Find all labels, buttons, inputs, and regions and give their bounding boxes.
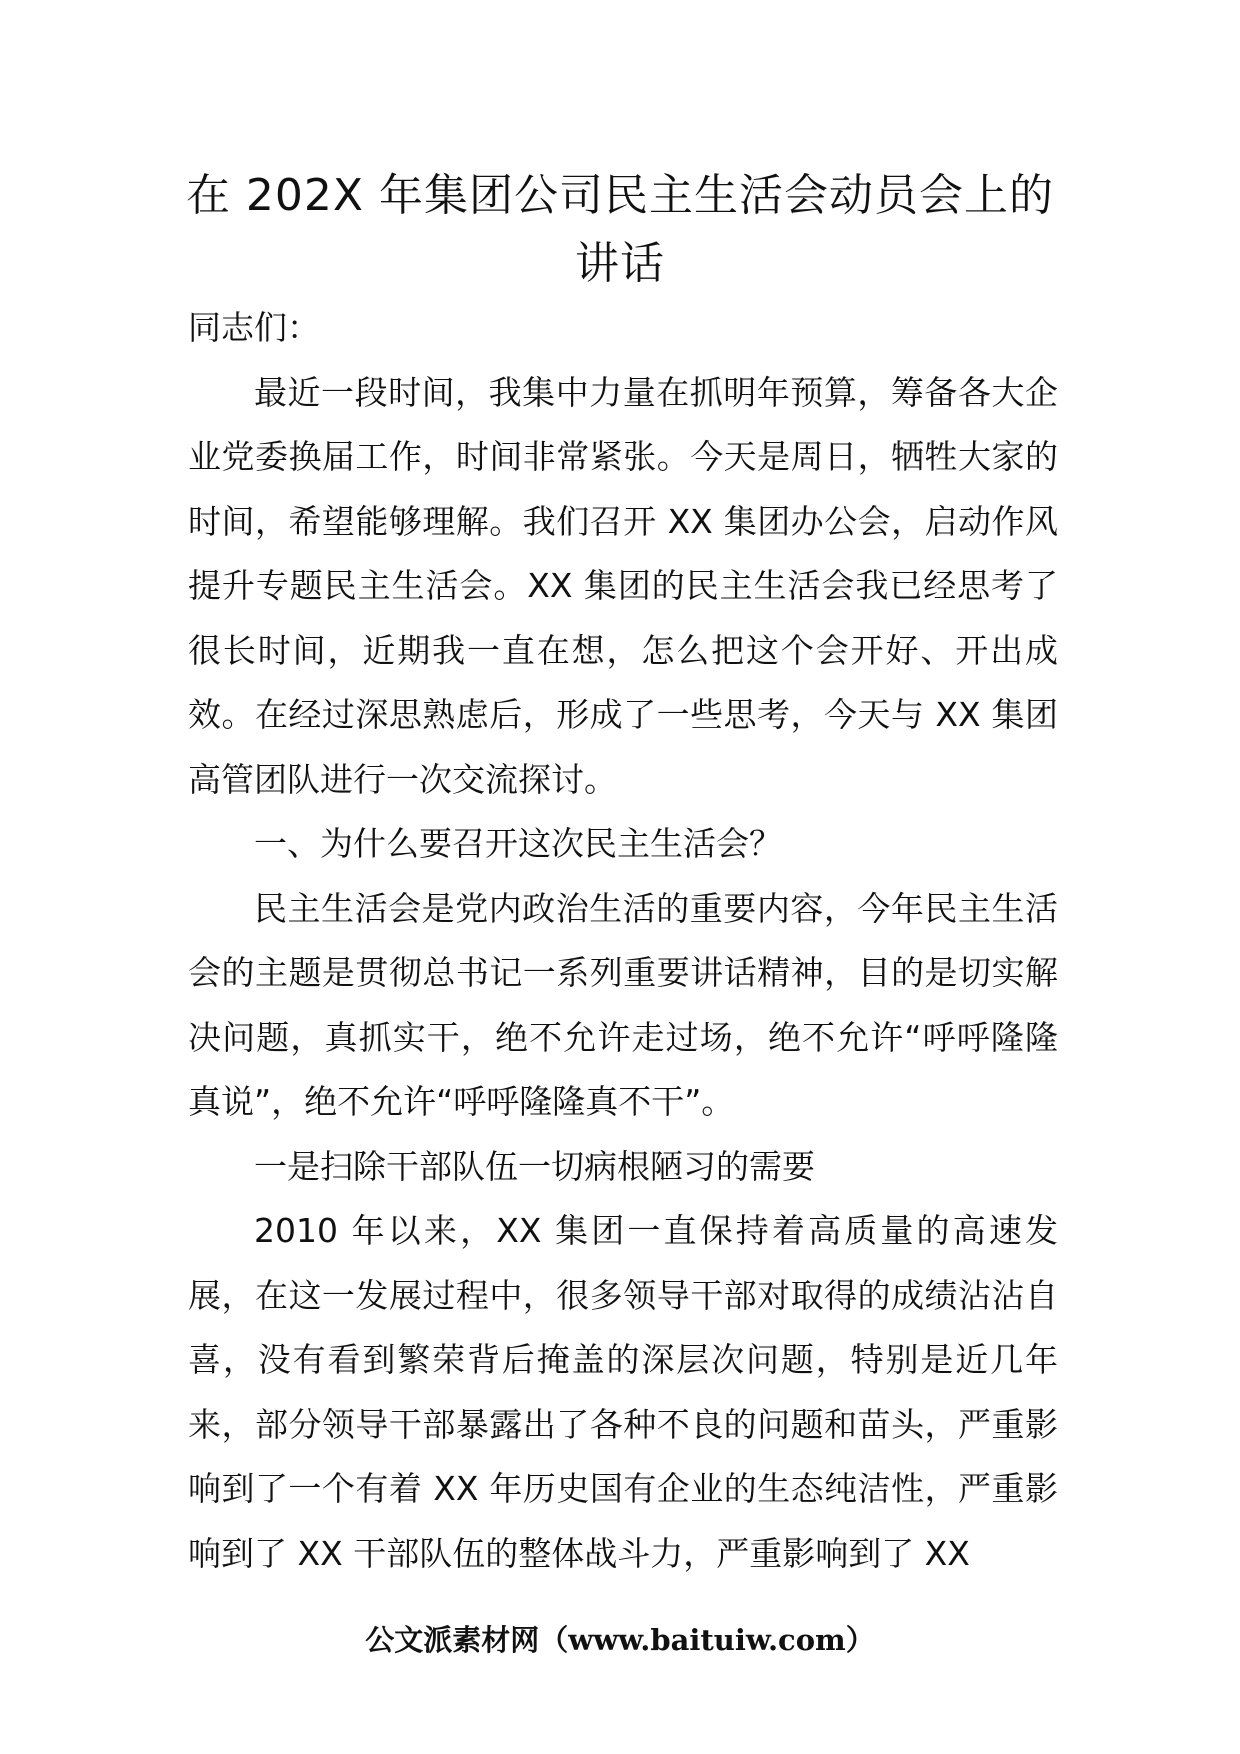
paragraph-background: 2010 年以来，XX 集团一直保持着高质量的高速发展，在这一发展过程中，很多领导干部对取得的成绩沾沾自喜，没有看到繁荣背后掩盖的深层次问题，特别是近几年来，部分领导干部暴露出了各种不良的问题和苗头，严重影响到了一个有着 XX 年历史国有企业的生态纯洁性，严重影响到了 XX 干部队伍的整体战斗力，严重影响到了 XX (188, 1211, 1058, 1573)
section-heading-1: 一、为什么要召开这次民主生活会？ (254, 824, 782, 863)
paragraph-intro: 最近一段时间，我集中力量在抓明年预算，筹备各大企业党委换届工作，时间非常紧张。今天是周日，牺牲大家的时间，希望能够理解。我们召开 XX 集团办公会，启动作风提升专题民主生活会。XX 集团的民主生活会我已经思考了很长时间，近期我一直在想，怎么把这个会开好、开出成效。在经过深思熟虑后，形成了一些思考，今天与 XX 集团高管团队进行一次交流探讨。 (188, 372, 1058, 799)
title-line-1: 在 202X 年集团公司民主生活会动员会上的 (185, 170, 1055, 221)
document-body (188, 296, 1058, 1586)
paragraph-purpose: 民主生活会是党内政治生活的重要内容，今年民主生活会的主题是贯彻总书记一系列重要讲话精神，目的是切实解决问题，真抓实干，绝不允许走过场，绝不允许“呼呼隆隆真说”，绝不允许“呼呼隆隆真不干”。 (188, 888, 1058, 1121)
subsection-heading-1: 一是扫除干部队伍一切病根陋习的需要 (254, 1146, 815, 1186)
title-line-2: 讲话 (575, 238, 665, 289)
document-title (150, 162, 1090, 298)
footer-watermark: 公文派素材网（www.baituiw.com） (365, 1623, 875, 1657)
salutation: 同志们： (188, 308, 320, 347)
